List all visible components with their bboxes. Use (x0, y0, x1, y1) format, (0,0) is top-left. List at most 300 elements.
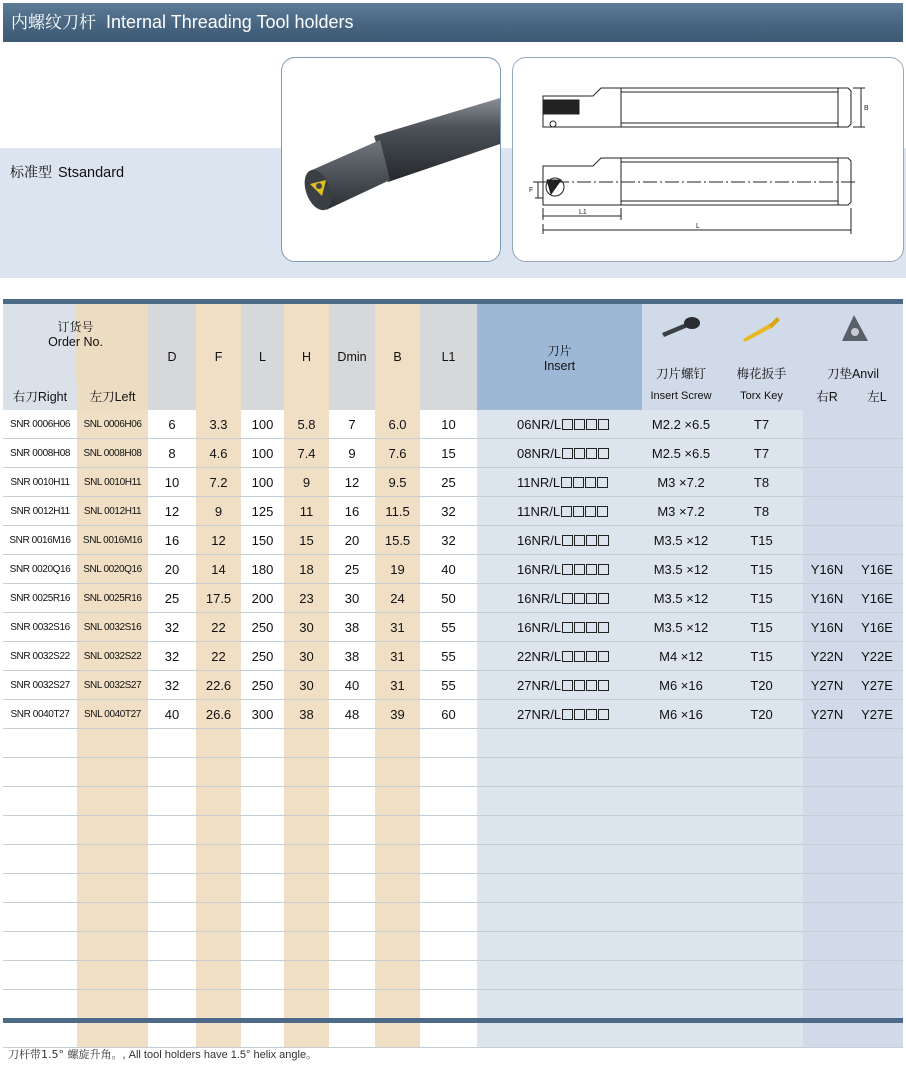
table-bottom-rule (3, 1018, 903, 1023)
cell-screw: M6 ×16 (642, 700, 720, 729)
cell-anvil-l: Y22E (851, 642, 903, 671)
cell-l1: 10 (420, 410, 477, 439)
table-row (3, 468, 903, 497)
cell-screw: M2.2 ×6.5 (642, 410, 720, 439)
empty-cell (803, 903, 851, 932)
placeholder-box (585, 477, 596, 488)
empty-cell (148, 990, 196, 1019)
col-header-L1: L1 (420, 304, 477, 410)
cell-b: 24 (375, 584, 420, 613)
cell-anvil-l: Y27E (851, 700, 903, 729)
cell-l: 300 (241, 700, 284, 729)
cell-f: 3.3 (196, 410, 241, 439)
empty-cell (148, 758, 196, 787)
empty-cell (77, 758, 148, 787)
cell-screw: M3 ×7.2 (642, 497, 720, 526)
cell-f: 22 (196, 642, 241, 671)
cell-dmin: 38 (329, 642, 375, 671)
table-row (3, 410, 903, 439)
footnote-cn: 刀杆带1.5° 螺旋升角。 (8, 1048, 123, 1061)
cell-anvil-l (851, 526, 903, 555)
table-row (3, 439, 903, 468)
cell-anvil-l: Y16E (851, 555, 903, 584)
cell-right: SNR 0010H11 (3, 468, 77, 497)
cell-torx: T8 (720, 468, 803, 497)
empty-cell (375, 816, 420, 845)
dim-F-label: F (529, 187, 534, 194)
placeholder-box (586, 564, 597, 575)
cell-l1: 15 (420, 439, 477, 468)
placeholder-box (598, 419, 609, 430)
cell-d: 32 (148, 671, 196, 700)
cell-l1: 60 (420, 700, 477, 729)
empty-cell (375, 874, 420, 903)
cell-insert (477, 584, 642, 613)
empty-cell (477, 729, 642, 758)
insert-code: 16NR/L (517, 532, 562, 548)
cell-b: 7.6 (375, 439, 420, 468)
empty-cell (720, 758, 803, 787)
table-row (3, 642, 903, 671)
cell-insert (477, 497, 642, 526)
empty-cell (241, 787, 284, 816)
insert-code: 11NR/L (517, 474, 561, 490)
empty-cell (477, 787, 642, 816)
empty-cell (77, 990, 148, 1019)
screw-image-cell (642, 304, 720, 354)
cell-b: 31 (375, 671, 420, 700)
anvil-header: 刀垫Anvil (803, 354, 903, 382)
empty-cell (851, 845, 903, 874)
cell-right: SNR 0025R16 (3, 584, 77, 613)
insert-code: 11NR/L (517, 503, 561, 519)
cell-h: 30 (284, 613, 329, 642)
empty-cell (851, 961, 903, 990)
empty-cell (241, 932, 284, 961)
empty-cell (420, 845, 477, 874)
empty-cell (642, 961, 720, 990)
empty-cell (3, 903, 77, 932)
cell-d: 6 (148, 410, 196, 439)
placeholder-box (574, 419, 585, 430)
cell-torx: T15 (720, 555, 803, 584)
cell-l: 100 (241, 468, 284, 497)
placeholder-box (586, 593, 597, 604)
placeholder-box (586, 680, 597, 691)
empty-cell (477, 758, 642, 787)
empty-cell (284, 874, 329, 903)
cell-dmin: 7 (329, 410, 375, 439)
empty-cell (803, 729, 851, 758)
cell-torx: T20 (720, 700, 803, 729)
cell-right: SNR 0016M16 (3, 526, 77, 555)
empty-cell (196, 729, 241, 758)
empty-cell (803, 990, 851, 1019)
empty-cell (196, 816, 241, 845)
cell-f: 7.2 (196, 468, 241, 497)
placeholder-box (598, 564, 609, 575)
empty-cell (284, 903, 329, 932)
empty-cell (77, 874, 148, 903)
order-no-en: Order No. (48, 335, 103, 349)
torx-image-cell (720, 304, 803, 354)
cell-screw: M4 ×12 (642, 642, 720, 671)
cell-d: 16 (148, 526, 196, 555)
empty-cell (329, 874, 375, 903)
product-type-cn: 标准型 (10, 165, 52, 181)
empty-cell (3, 816, 77, 845)
empty-cell (329, 903, 375, 932)
empty-cell (196, 961, 241, 990)
cell-insert (477, 700, 642, 729)
table-row (3, 700, 903, 729)
empty-cell (803, 961, 851, 990)
cell-h: 38 (284, 700, 329, 729)
cell-anvil-l (851, 439, 903, 468)
cell-l: 100 (241, 439, 284, 468)
torx-key-icon (737, 313, 787, 343)
empty-cell (420, 932, 477, 961)
cell-right: SNR 0032S16 (3, 613, 77, 642)
empty-cell (329, 990, 375, 1019)
insert-code: 27NR/L (517, 706, 562, 722)
empty-cell (851, 816, 903, 845)
empty-cell (851, 903, 903, 932)
screw-icon (656, 313, 706, 343)
placeholder-box (586, 535, 597, 546)
empty-cell (642, 729, 720, 758)
empty-row (3, 932, 903, 961)
title-cn: 内螺纹刀杆 (11, 13, 96, 33)
insert-code: 16NR/L (517, 590, 562, 606)
empty-cell (284, 816, 329, 845)
empty-cell (477, 845, 642, 874)
cell-anvil-l (851, 468, 903, 497)
empty-cell (77, 845, 148, 874)
placeholder-box (586, 651, 597, 662)
empty-cell (720, 787, 803, 816)
cell-l: 250 (241, 671, 284, 700)
cell-dmin: 40 (329, 671, 375, 700)
cell-right: SNR 0006H06 (3, 410, 77, 439)
empty-cell (148, 787, 196, 816)
empty-cell (329, 758, 375, 787)
placeholder-box (574, 651, 585, 662)
cell-d: 32 (148, 642, 196, 671)
cell-b: 9.5 (375, 468, 420, 497)
empty-cell (329, 961, 375, 990)
anvil-left-header: 左L (851, 382, 903, 410)
cell-dmin: 16 (329, 497, 375, 526)
empty-cell (477, 990, 642, 1019)
empty-cell (196, 787, 241, 816)
cell-dmin: 48 (329, 700, 375, 729)
placeholder-box (597, 477, 608, 488)
empty-cell (851, 787, 903, 816)
insert-code: 16NR/L (517, 561, 562, 577)
empty-cell (420, 729, 477, 758)
placeholder-box (598, 622, 609, 633)
cell-torx: T7 (720, 410, 803, 439)
placeholder-box (598, 680, 609, 691)
empty-cell (720, 845, 803, 874)
empty-cell (720, 990, 803, 1019)
empty-cell (3, 787, 77, 816)
empty-cell (642, 932, 720, 961)
footnote-cn-end: 。 (306, 1048, 318, 1061)
cell-insert (477, 439, 642, 468)
cell-left: SNL 0006H06 (77, 410, 148, 439)
cell-anvil-r: Y27N (803, 671, 851, 700)
cell-l: 200 (241, 584, 284, 613)
table-header-row (3, 304, 903, 354)
cell-l1: 55 (420, 642, 477, 671)
table-body (3, 304, 903, 1048)
empty-cell (148, 932, 196, 961)
empty-cell (77, 961, 148, 990)
empty-cell (329, 845, 375, 874)
cell-l: 250 (241, 642, 284, 671)
col-header-insert (477, 304, 642, 410)
placeholder-box (585, 506, 596, 517)
empty-cell (148, 903, 196, 932)
empty-cell (720, 874, 803, 903)
screw-en-header: Insert Screw (642, 382, 720, 410)
cell-torx: T15 (720, 584, 803, 613)
cell-d: 32 (148, 613, 196, 642)
empty-cell (196, 874, 241, 903)
empty-cell (720, 961, 803, 990)
cell-d: 25 (148, 584, 196, 613)
cell-anvil-r: Y16N (803, 555, 851, 584)
empty-cell (642, 903, 720, 932)
cell-insert (477, 410, 642, 439)
cell-insert (477, 526, 642, 555)
cell-b: 31 (375, 642, 420, 671)
cell-h: 15 (284, 526, 329, 555)
cell-b: 15.5 (375, 526, 420, 555)
cell-d: 40 (148, 700, 196, 729)
empty-cell (375, 990, 420, 1019)
placeholder-box (562, 709, 573, 720)
page-title (3, 3, 903, 42)
cell-left: SNL 0040T27 (77, 700, 148, 729)
order-no-header (3, 304, 148, 382)
cell-screw: M3.5 ×12 (642, 526, 720, 555)
empty-cell (329, 729, 375, 758)
cell-l1: 55 (420, 671, 477, 700)
cell-l1: 55 (420, 613, 477, 642)
empty-row (3, 816, 903, 845)
placeholder-box (562, 535, 573, 546)
dim-B-label: B (864, 105, 869, 112)
empty-cell (329, 932, 375, 961)
cell-anvil-l: Y27E (851, 671, 903, 700)
order-no-cn: 订货号 (57, 320, 94, 334)
empty-row (3, 961, 903, 990)
insert-en: Insert (543, 358, 576, 373)
col-header-Dmin: Dmin (329, 304, 375, 410)
cell-right: SNR 0040T27 (3, 700, 77, 729)
cell-anvil-r: Y16N (803, 584, 851, 613)
empty-row (3, 990, 903, 1019)
cell-l1: 25 (420, 468, 477, 497)
placeholder-box (562, 593, 573, 604)
empty-cell (420, 990, 477, 1019)
cell-h: 30 (284, 642, 329, 671)
cell-f: 12 (196, 526, 241, 555)
technical-drawing (513, 58, 903, 261)
cell-l: 180 (241, 555, 284, 584)
anvil-icon (828, 311, 878, 345)
empty-cell (720, 816, 803, 845)
placeholder-box (562, 680, 573, 691)
empty-cell (241, 845, 284, 874)
cell-l1: 50 (420, 584, 477, 613)
cell-screw: M3.5 ×12 (642, 613, 720, 642)
placeholder-box (574, 709, 585, 720)
cell-f: 4.6 (196, 439, 241, 468)
placeholder-box (561, 477, 572, 488)
placeholder-box (562, 448, 573, 459)
empty-cell (77, 787, 148, 816)
placeholder-box (586, 419, 597, 430)
empty-cell (477, 903, 642, 932)
empty-cell (642, 990, 720, 1019)
cell-right: SNR 0032S22 (3, 642, 77, 671)
cell-f: 9 (196, 497, 241, 526)
cell-left: SNL 0020Q16 (77, 555, 148, 584)
empty-cell (3, 758, 77, 787)
torx-en-header: Torx Key (720, 382, 803, 410)
empty-cell (77, 816, 148, 845)
empty-cell (477, 961, 642, 990)
empty-cell (241, 903, 284, 932)
empty-cell (477, 874, 642, 903)
table-row (3, 497, 903, 526)
cell-l1: 32 (420, 526, 477, 555)
empty-cell (284, 758, 329, 787)
placeholder-box (574, 564, 585, 575)
cell-l: 100 (241, 410, 284, 439)
placeholder-box (598, 593, 609, 604)
cell-dmin: 30 (329, 584, 375, 613)
cell-l: 150 (241, 526, 284, 555)
empty-cell (148, 816, 196, 845)
product-type-en: Stsandard (58, 165, 125, 181)
cell-b: 39 (375, 700, 420, 729)
placeholder-box (562, 419, 573, 430)
insert-code: 22NR/L (517, 648, 562, 664)
cell-screw: M2.5 ×6.5 (642, 439, 720, 468)
empty-cell (329, 787, 375, 816)
empty-cell (284, 729, 329, 758)
technical-drawing-card (512, 57, 904, 262)
placeholder-box (597, 506, 608, 517)
empty-row (3, 903, 903, 932)
empty-cell (375, 758, 420, 787)
cell-anvil-r (803, 526, 851, 555)
cell-dmin: 25 (329, 555, 375, 584)
empty-cell (375, 903, 420, 932)
empty-cell (720, 903, 803, 932)
cell-insert (477, 671, 642, 700)
col-header-F: F (196, 304, 241, 410)
empty-cell (196, 758, 241, 787)
empty-cell (420, 816, 477, 845)
empty-cell (77, 903, 148, 932)
cell-left: SNL 0016M16 (77, 526, 148, 555)
cell-h: 23 (284, 584, 329, 613)
cell-screw: M3.5 ×12 (642, 555, 720, 584)
cell-b: 6.0 (375, 410, 420, 439)
empty-cell (720, 729, 803, 758)
empty-cell (196, 990, 241, 1019)
specification-table (3, 304, 903, 1048)
empty-cell (803, 787, 851, 816)
cell-anvil-r: Y16N (803, 613, 851, 642)
cell-l1: 32 (420, 497, 477, 526)
col-header-B: B (375, 304, 420, 410)
placeholder-box (586, 709, 597, 720)
empty-cell (420, 787, 477, 816)
empty-cell (642, 874, 720, 903)
cell-screw: M3.5 ×12 (642, 584, 720, 613)
empty-cell (642, 758, 720, 787)
empty-cell (148, 845, 196, 874)
cell-l: 250 (241, 613, 284, 642)
empty-cell (803, 932, 851, 961)
cell-right: SNR 0020Q16 (3, 555, 77, 584)
empty-cell (851, 874, 903, 903)
empty-cell (196, 845, 241, 874)
cell-d: 20 (148, 555, 196, 584)
cell-torx: T20 (720, 671, 803, 700)
cell-anvil-r: Y27N (803, 700, 851, 729)
cell-left: SNL 0010H11 (77, 468, 148, 497)
empty-cell (77, 729, 148, 758)
empty-cell (148, 961, 196, 990)
empty-cell (284, 932, 329, 961)
insert-code: 27NR/L (517, 677, 562, 693)
cell-torx: T15 (720, 642, 803, 671)
empty-cell (477, 932, 642, 961)
left-header: 左刀Left (77, 382, 148, 410)
insert-cn: 刀片 (547, 343, 572, 358)
col-header-D: D (148, 304, 196, 410)
cell-anvil-l (851, 497, 903, 526)
empty-cell (241, 816, 284, 845)
cell-h: 30 (284, 671, 329, 700)
cell-dmin: 12 (329, 468, 375, 497)
empty-cell (3, 874, 77, 903)
cell-f: 26.6 (196, 700, 241, 729)
cell-screw: M6 ×16 (642, 671, 720, 700)
empty-cell (375, 932, 420, 961)
empty-cell (3, 990, 77, 1019)
cell-h: 18 (284, 555, 329, 584)
cell-d: 8 (148, 439, 196, 468)
placeholder-box (574, 535, 585, 546)
cell-right: SNR 0032S27 (3, 671, 77, 700)
empty-cell (851, 990, 903, 1019)
table-row (3, 671, 903, 700)
tool-photo-card (281, 57, 501, 262)
empty-cell (642, 816, 720, 845)
cell-f: 14 (196, 555, 241, 584)
empty-row (3, 787, 903, 816)
empty-cell (241, 961, 284, 990)
